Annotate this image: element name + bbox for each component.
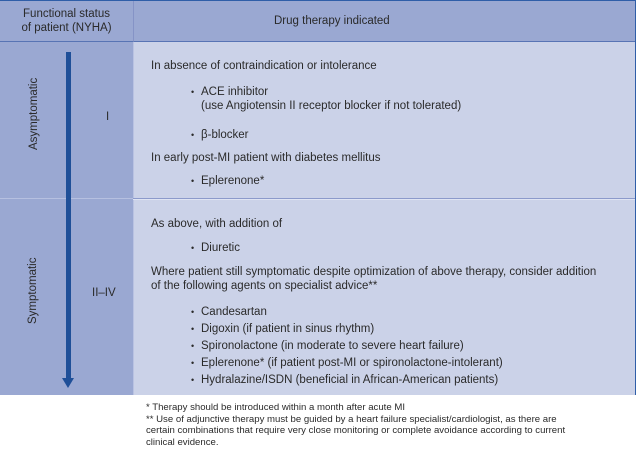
row2-item-diuretic: • Diuretic — [191, 241, 240, 255]
row2-item-eplerenone: • Eplerenone* (if patient post-MI or spironolactone-intolerant) — [191, 356, 503, 370]
footnote-1: * Therapy should be introduced within a month after acute MI — [146, 402, 406, 413]
status-asymptomatic: Asymptomatic — [28, 77, 40, 150]
row1-item-beta-blocker: • β-blocker — [191, 128, 249, 142]
row2-item-digoxin: • Digoxin (if patient in sinus rhythm) — [191, 322, 374, 336]
row2-intro2-line1: Where patient still symptomatic despite optimization of above therapy, consider addition — [151, 266, 597, 278]
footnotes — [146, 402, 586, 448]
row2-item-hydralazine: • Hydralazine/ISDN (beneficial in African-American patients) — [191, 373, 498, 387]
status-symptomatic: Symptomatic — [27, 257, 39, 324]
row2-item-candesartan: • Candesartan — [191, 305, 267, 319]
footnote-2: ** Use of adjunctive therapy must be guided by a heart failure specialist/cardiologist, as there are certain combinations that require very close monitoring or complete avoidance according to current clinical evidence. — [146, 413, 566, 448]
row1-item-ace: • ACE inhibitor — [191, 85, 268, 99]
arrow-head-icon — [62, 378, 74, 388]
row2-item-spironolactone: • Spironolactone (in moderate to severe heart failure) — [191, 339, 464, 353]
header-functional-status-line2: of patient (NYHA) — [21, 22, 112, 34]
row1-intro: In absence of contraindication or intolerance — [151, 60, 377, 72]
nyha-class-ii-iv: II–IV — [92, 287, 116, 299]
header-functional-status — [0, 1, 133, 42]
row1-item-eplerenone: • Eplerenone* — [191, 174, 264, 188]
row2-intro: As above, with addition of — [151, 218, 283, 230]
header-functional-status-line1: Functional status — [23, 8, 110, 20]
down-arrow-icon — [66, 52, 71, 379]
nyha-class-i: I — [106, 111, 110, 123]
row-divider-right — [133, 198, 635, 200]
row2-intro2-line2: of the following agents on specialist advice** — [151, 280, 378, 292]
row1-item-ace-note: (use Angiotensin II receptor blocker if not tolerated) — [201, 100, 462, 112]
header-drug-therapy: Drug therapy indicated — [133, 1, 635, 42]
row1-intro2: In early post-MI patient with diabetes mellitus — [151, 152, 381, 164]
